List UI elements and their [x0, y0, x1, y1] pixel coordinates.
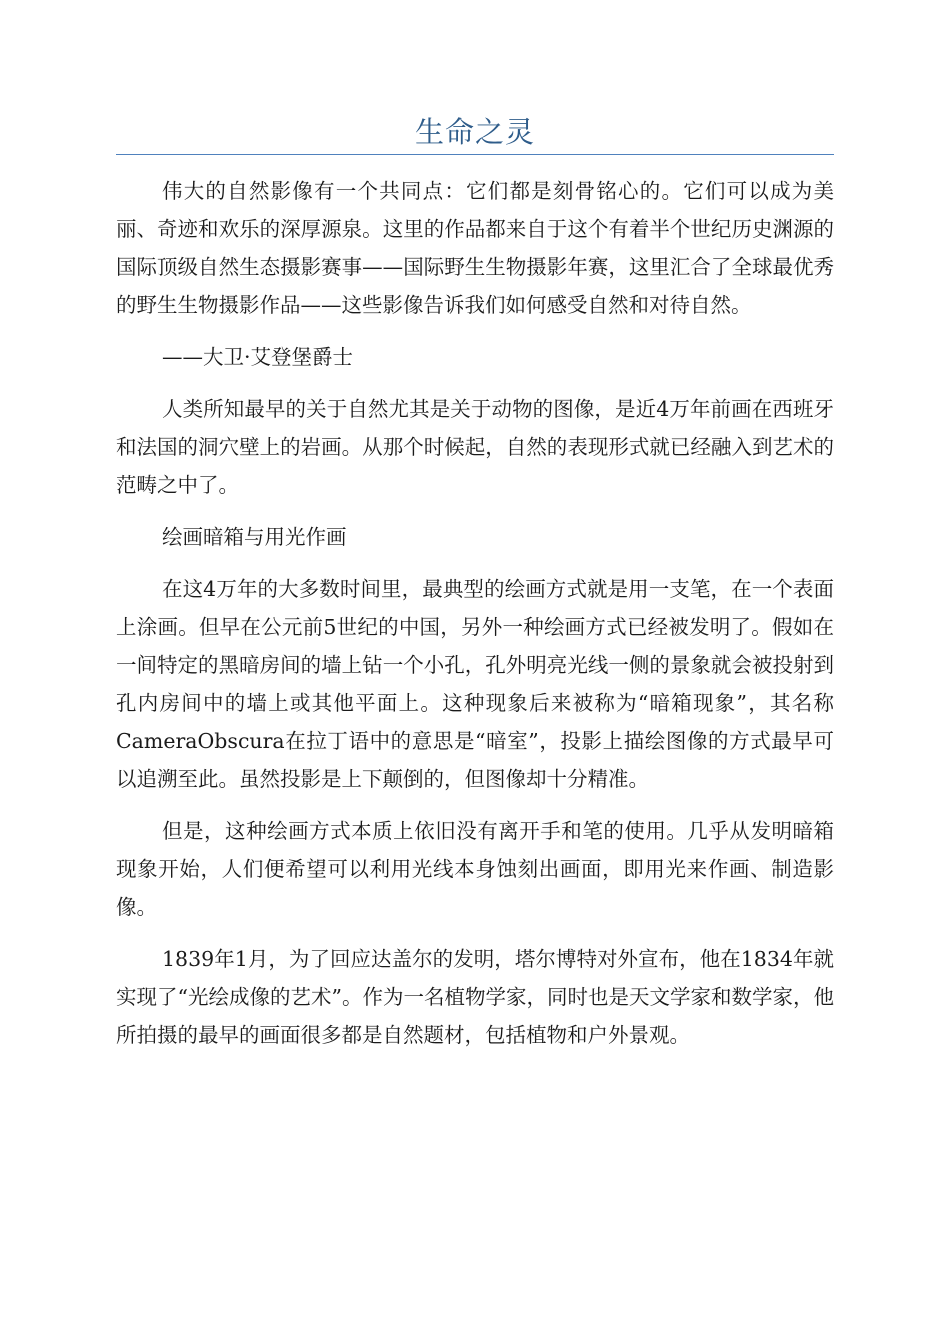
section-heading-camera-obscura: 绘画暗箱与用光作画 [162, 525, 347, 549]
paragraph-painting-with-light: 但是，这种绘画方式本质上依旧没有离开手和笔的使用。几乎从发明暗箱现象开始，人们便希望可以利用光线本身蚀刻出画面，即用光来作画、制造影像。 [116, 819, 834, 919]
paragraph-quote-attribution: ——大卫·艾登堡爵士 [162, 345, 354, 369]
paragraph-cave-paintings: 人类所知最早的关于自然尤其是关于动物的图像，是近4万年前画在西班牙和法国的洞穴壁上的岩画。从那个时候起，自然的表现形式就已经融入到艺术的范畴之中了。 [116, 397, 834, 497]
paragraph-camera-obscura: 在这4万年的大多数时间里，最典型的绘画方式就是用一支笔，在一个表面上涂画。但早在公元前5世纪的中国，另外一种绘画方式已经被发明了。假如在一间特定的黑暗房间的墙上钻一个小孔，孔外明亮光线一侧的景象就会被投射到孔内房间中的墙上或其他平面上。这种现象后来被称为“暗箱现象”，其名称CameraObscura在拉丁语中的意思是“暗室”，投影上描绘图像的方式最早可以追溯至此。虽然投影是上下颠倒的，但图像却十分精准。 [116, 577, 834, 791]
paragraph-intro-quote: 伟大的自然影像有一个共同点：它们都是刻骨铭心的。它们可以成为美丽、奇迹和欢乐的深厚源泉。这里的作品都来自于这个有着半个世纪历史渊源的国际顶级自然生态摄影赛事——国际野生生物摄影年赛，这里汇合了全球最优秀的野生生物摄影作品——这些影像告诉我们如何感受自然和对待自然。 [116, 179, 834, 317]
paragraph-talbot: 1839年1月，为了回应达盖尔的发明，塔尔博特对外宣布，他在1834年就实现了“光绘成像的艺术”。作为一名植物学家，同时也是天文学家和数学家，他所拍摄的最早的画面很多都是自然题材，包括植物和户外景观。 [116, 947, 834, 1047]
document-body [116, 172, 834, 1068]
document-title: 生命之灵 [414, 115, 535, 149]
title-underline [116, 154, 834, 155]
